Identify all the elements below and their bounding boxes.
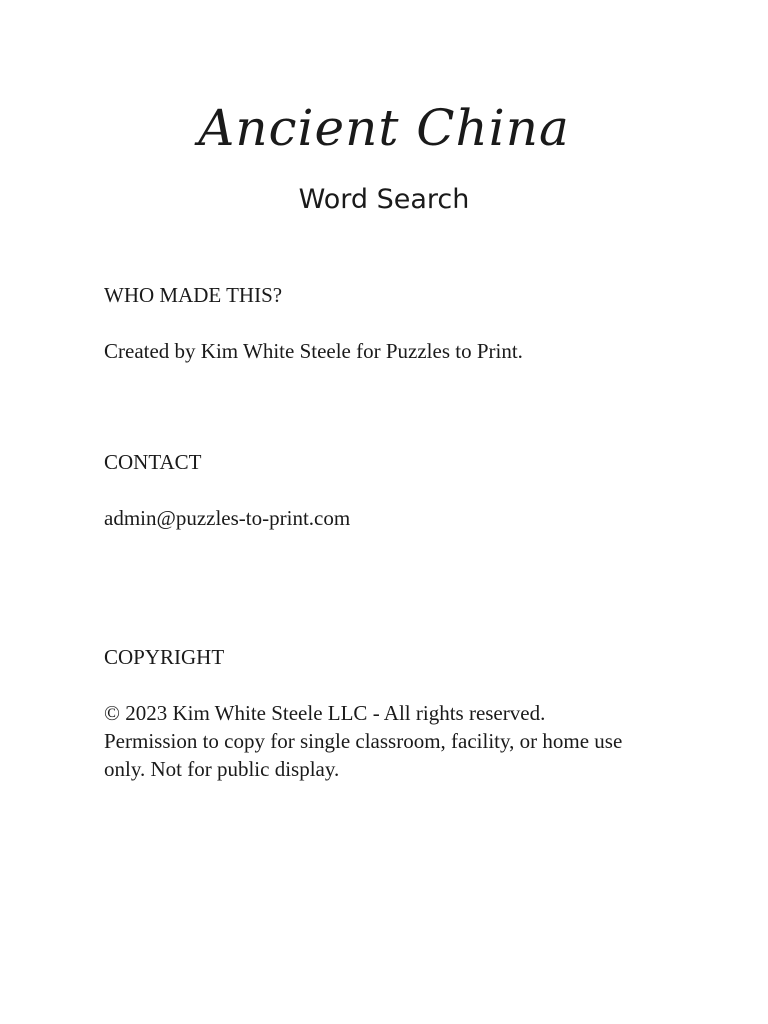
who-made-section — [104, 281, 684, 309]
copyright-line-3: only. Not for public display. — [104, 757, 340, 781]
who-made-text: Created by Kim White Steele for Puzzles to Print. — [104, 339, 523, 363]
copyright-section — [104, 643, 684, 671]
page-title: Ancient China — [198, 99, 570, 157]
copyright-line-1: © 2023 Kim White Steele LLC - All rights reserved. — [104, 701, 546, 725]
who-made-heading: WHO MADE THIS? — [104, 283, 283, 307]
contact-email: admin@puzzles-to-print.com — [104, 506, 351, 530]
contact-body — [104, 504, 684, 532]
copyright-body — [104, 699, 684, 783]
who-made-body — [104, 337, 684, 365]
page-subtitle: Word Search — [298, 184, 470, 215]
copyright-line-2: Permission to copy for single classroom, facility, or home use — [104, 729, 623, 753]
contact-section — [104, 448, 684, 476]
copyright-heading: COPYRIGHT — [104, 645, 225, 669]
contact-heading: CONTACT — [104, 450, 202, 474]
